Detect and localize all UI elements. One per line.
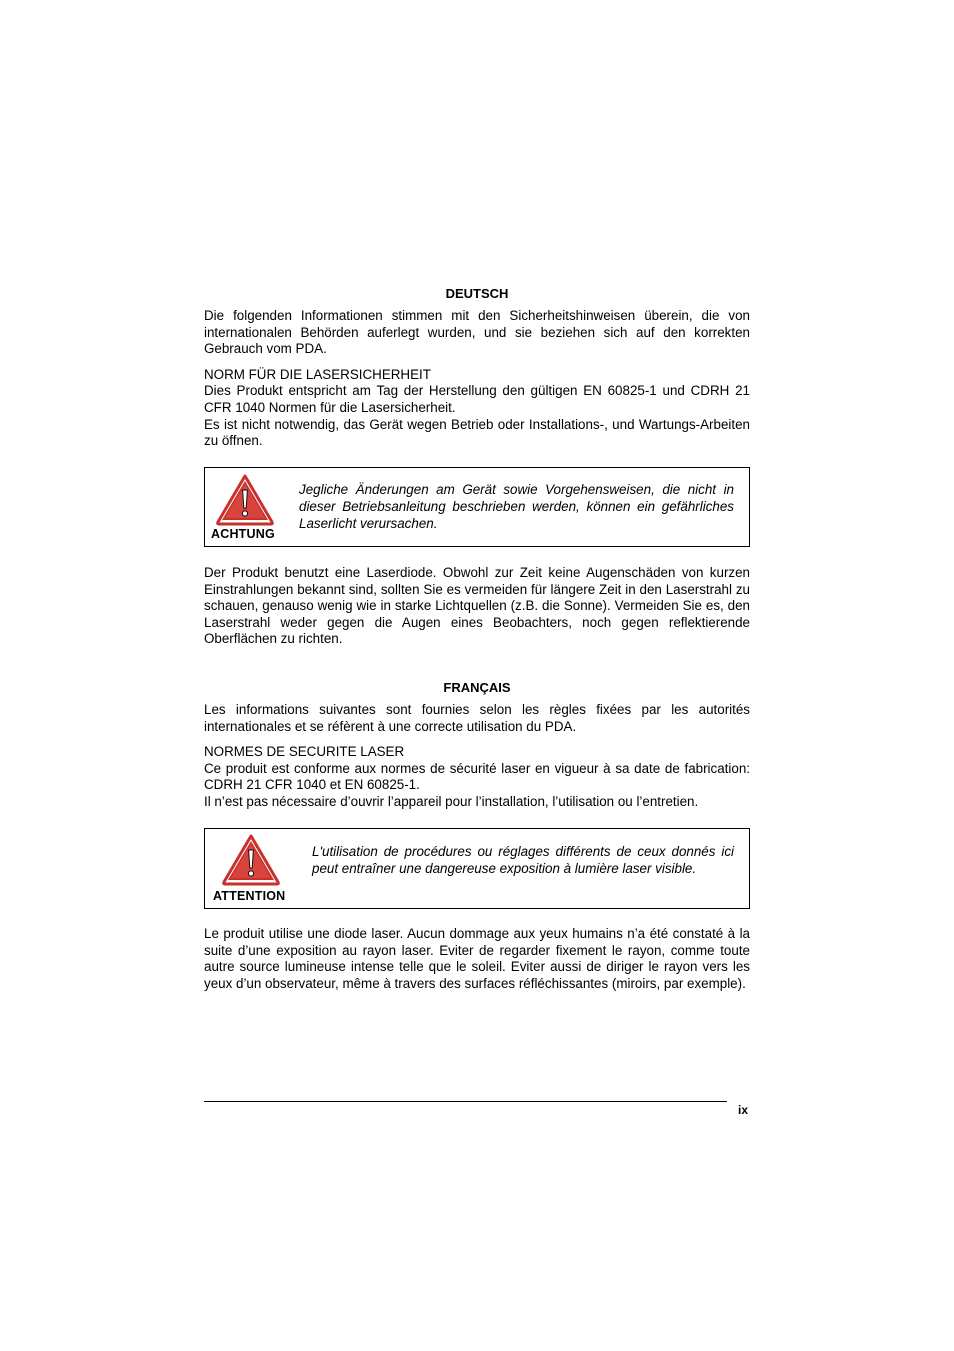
page-number: ix xyxy=(738,1103,749,1117)
norm-line-2: Es ist nicht notwendig, das Gerät wegen Betrieb oder Installations-, und Wartungs-Arbeiten zu öffnen. xyxy=(204,416,750,449)
section-heading: FRANÇAIS xyxy=(443,680,511,695)
exclamation-triangle-icon xyxy=(221,834,281,886)
warning-box-francais xyxy=(204,828,750,909)
intro-paragraph: Les informations suivantes sont fournies selon les règles fixées par les autorités internationales et se réfèrent à une correcte utilisation du PDA. xyxy=(204,702,750,734)
warning-label: ACHTUNG xyxy=(211,527,275,541)
section-heading: DEUTSCH xyxy=(445,286,509,301)
closing-paragraph: Der Produkt benutzt eine Laserdiode. Obwohl zur Zeit keine Augenschäden von kurzen Einstrahlungen bekannt sind, sollten Sie es vermeiden für längere Zeit in den Laserstrahl zu schauen, genauso wenig wie in starke Lichtquellen (z.B. die Sonne). Vermeiden Sie es, den Laserstrahl weder gegen die Augen eines Beobachters, noch gegen reflektierende Oberflächen zu richten. xyxy=(204,565,750,647)
section-francais xyxy=(204,680,750,811)
closing-deutsch-wrap xyxy=(204,565,750,657)
exclamation-triangle-icon xyxy=(215,474,275,526)
warning-text: Jegliche Änderungen am Gerät sowie Vorgehensweisen, die nicht in dieser Betriebsanleitung beschrieben werden, können ein gefährliches Laserlicht verursachen. xyxy=(299,482,734,531)
norm-title: NORM FÜR DIE LASERSICHERHEIT xyxy=(204,366,431,382)
closing-paragraph: Le produit utilise une diode laser. Aucun dommage aux yeux humains n’a été constaté à la suite d’une exposition au rayon laser. Eviter de regarder fixement le rayon, comme toute autre source lumineuse intense telle que le soleil. Eviter aussi de diriger le rayon vers les yeux d’un observateur, même à travers des surfaces réfléchissantes (miroirs, par exemple). xyxy=(204,926,750,991)
warning-box-deutsch xyxy=(204,467,750,547)
norm-line-2: Il n’est pas nécessaire d’ouvrir l’appareil pour l’installation, l’utilisation ou l’entretien. xyxy=(204,793,699,809)
footer-rule xyxy=(204,1101,727,1102)
warning-text: L'utilisation de procédures ou réglages différents de ceux donnés ici peut entraîner une dangereuse exposition à lumière laser visible. xyxy=(312,844,734,876)
intro-paragraph: Die folgenden Informationen stimmen mit den Sicherheitshinweisen überein, die von internationalen Behörden auferlegt wurden, und sie beziehen sich auf den korrekten Gebrauch vom PDA. xyxy=(204,308,750,357)
closing-francais-wrap xyxy=(204,926,750,1001)
norm-line-1: Ce produit est conforme aux normes de sécurité laser en vigueur à sa date de fabrication: CDRH 21 CFR 1040 et EN 60825-1. xyxy=(204,760,750,793)
section-deutsch xyxy=(204,286,750,450)
norm-title: NORMES DE SECURITE LASER xyxy=(204,744,405,760)
warning-label: ATTENTION xyxy=(213,889,286,903)
norm-line-1: Dies Produkt entspricht am Tag der Herstellung den gültigen EN 60825-1 und CDRH 21 CFR 1040 Normen für die Lasersicherheit. xyxy=(204,383,750,415)
